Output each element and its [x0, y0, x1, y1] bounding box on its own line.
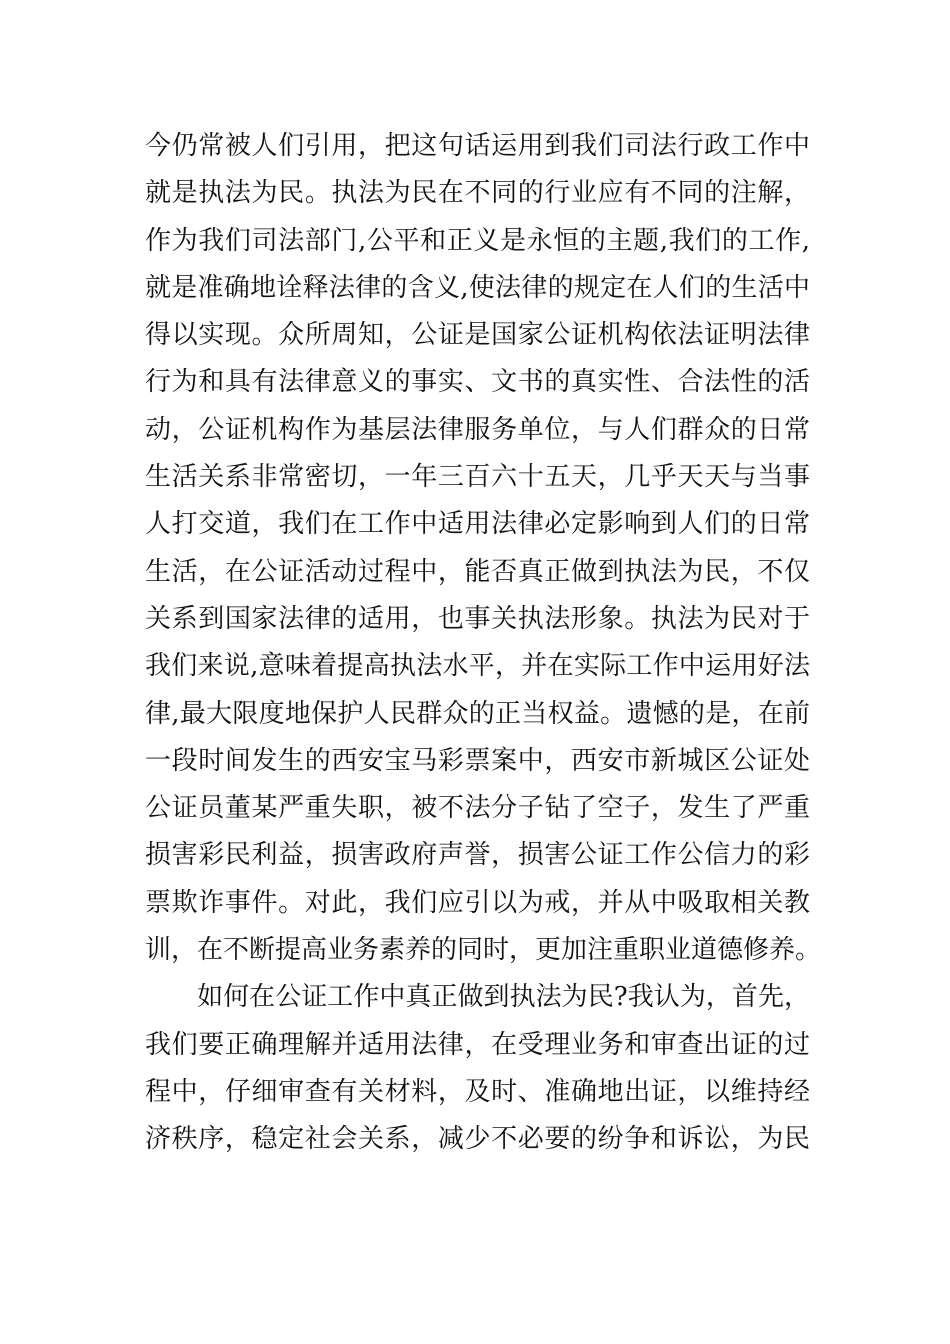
- text-line: 就是执法为民。执法为民在不同的行业应有不同的注解，: [145, 178, 810, 209]
- text-line: 如何在公证工作中真正做到执法为民?我认为，首先，: [145, 982, 810, 1013]
- body-text: [145, 123, 822, 1164]
- text-line: 得以实现。众所周知，公证是国家公证机构依法证明法律: [145, 320, 810, 351]
- text-line: 损害彩民利益，损害政府声誉，损害公证工作公信力的彩: [145, 840, 810, 871]
- text-line: 我们来说,意味着提高执法水平，并在实际工作中运用好法: [145, 651, 810, 682]
- text-line: 动，公证机构作为基层法律服务单位，与人们群众的日常: [145, 414, 810, 445]
- text-line: 票欺诈事件。对此，我们应引以为戒，并从中吸取相关教: [145, 887, 810, 918]
- text-line: 程中，仔细审查有关材料，及时、准确地出证，以维持经: [145, 1076, 810, 1107]
- text-line: 济秩序，稳定社会关系，减少不必要的纷争和诉讼，为民: [145, 1124, 810, 1155]
- text-line: 行为和具有法律意义的事实、文书的真实性、合法性的活: [145, 367, 810, 398]
- text-line: 一段时间发生的西安宝马彩票案中，西安市新城区公证处: [145, 745, 810, 776]
- text-line: 公证员董某严重失职，被不法分子钻了空子，发生了严重: [145, 793, 810, 824]
- text-line: 关系到国家法律的适用，也事关执法形象。执法为民对于: [145, 603, 810, 634]
- text-line: 训，在不断提高业务素养的同时，更加注重职业道德修养。: [145, 935, 822, 966]
- text-line: 作为我们司法部门,公平和正义是永恒的主题,我们的工作,: [145, 225, 810, 256]
- text-line: 人打交道，我们在工作中适用法律必定影响到人们的日常: [145, 509, 810, 540]
- text-line: 生活，在公证活动过程中，能否真正做到执法为民，不仅: [145, 556, 810, 587]
- text-line: 律,最大限度地保护人民群众的正当权益。遗憾的是，在前: [145, 698, 810, 729]
- text-line: 我们要正确理解并适用法律，在受理业务和审查出证的过: [145, 1029, 810, 1060]
- text-line: 就是准确地诠释法律的含义,使法律的规定在人们的生活中: [145, 272, 810, 303]
- text-line: 生活关系非常密切，一年三百六十五天，几乎天天与当事: [145, 462, 810, 493]
- text-line: 今仍常被人们引用，把这句话运用到我们司法行政工作中: [145, 131, 810, 161]
